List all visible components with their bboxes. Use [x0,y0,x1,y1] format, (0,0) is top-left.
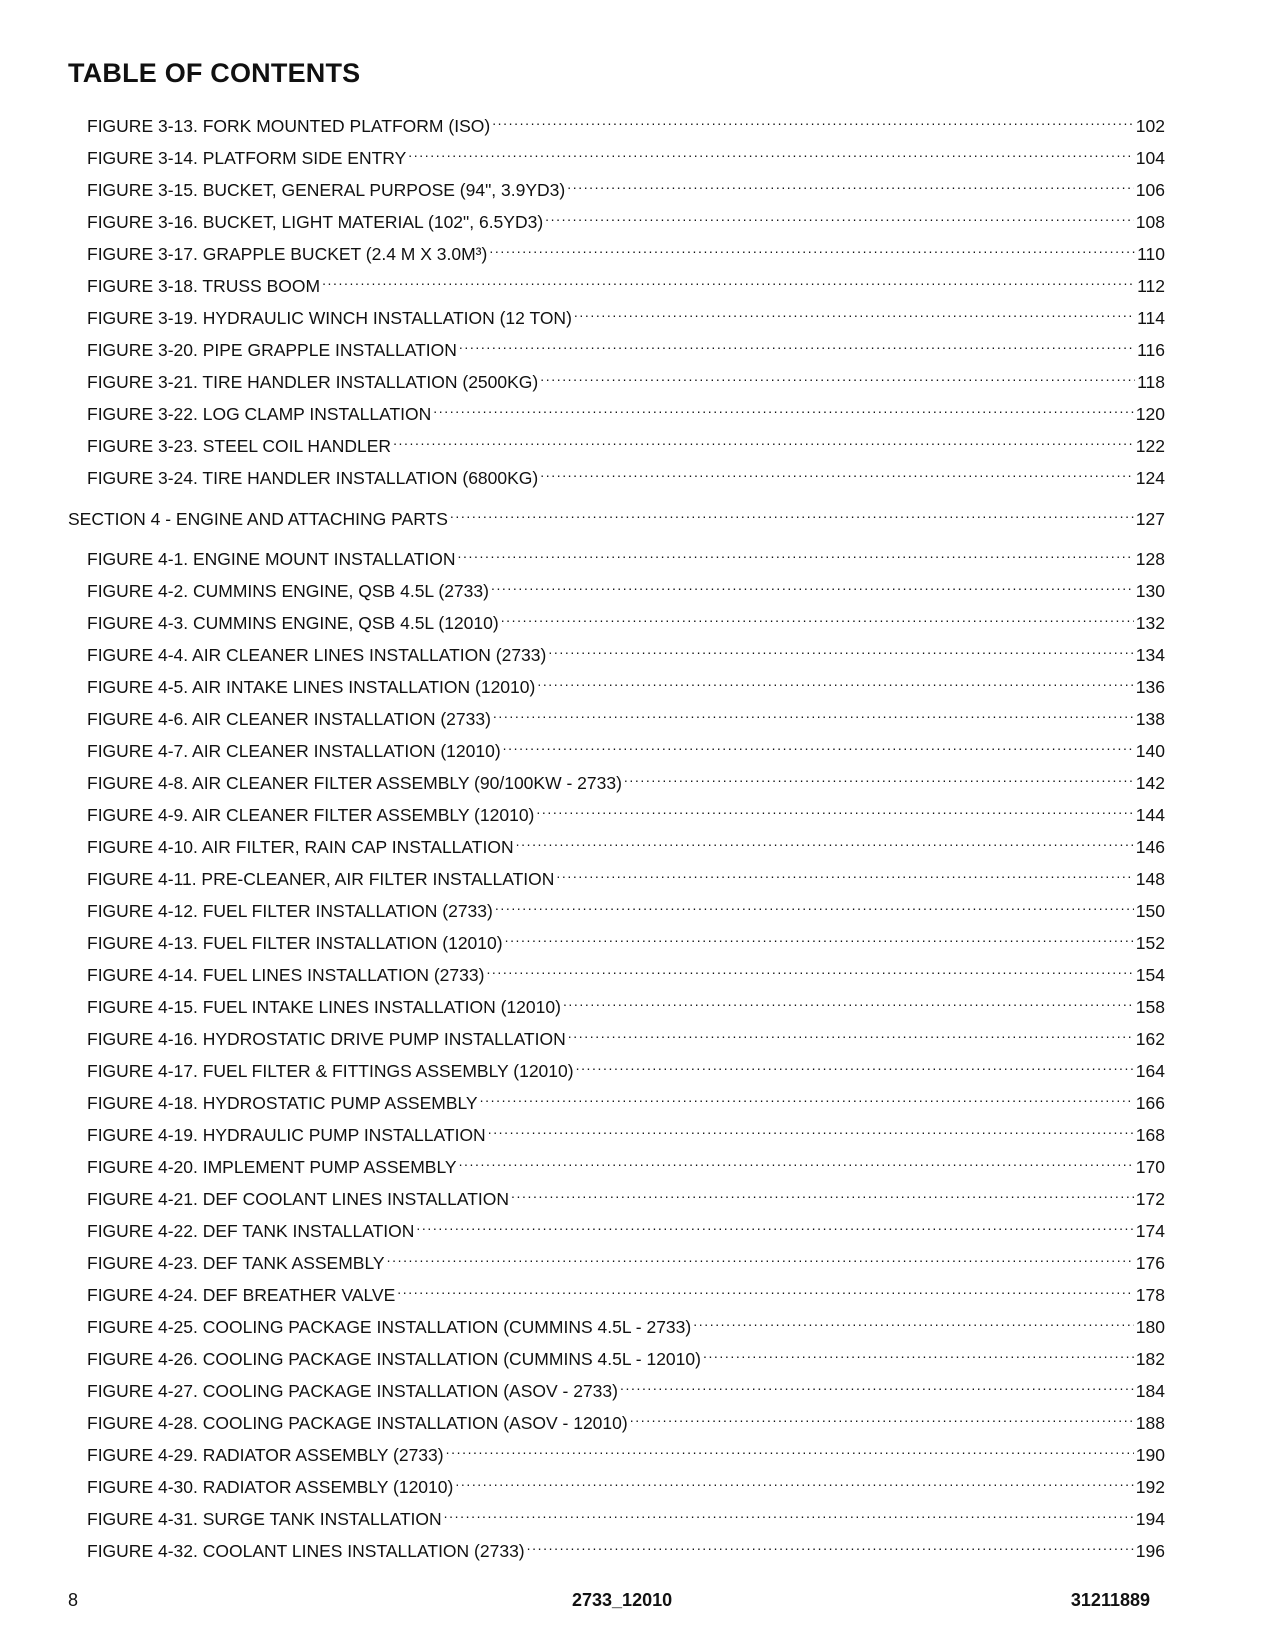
toc-entry-title: FIGURE 4-13. FUEL FILTER INSTALLATION (12010) [87,933,503,953]
toc-figure-entry[interactable] [87,797,1165,825]
toc-dot-leader [486,957,1133,981]
toc-figure-entry[interactable] [87,669,1165,697]
toc-entry-page: 146 [1135,837,1165,857]
toc-entry-title: FIGURE 3-22. LOG CLAMP INSTALLATION [87,404,432,424]
toc-figure-entry[interactable] [87,1213,1165,1241]
toc-entry-title: FIGURE 4-22. DEF TANK INSTALLATION [87,1221,415,1241]
toc-entry-page: 162 [1135,1029,1165,1049]
toc-entry-page: 104 [1135,148,1165,168]
toc-entry-title: FIGURE 4-12. FUEL FILTER INSTALLATION (2733) [87,901,493,921]
toc-dot-leader [397,1277,1134,1301]
toc-entry-title: FIGURE 4-8. AIR CLEANER FILTER ASSEMBLY (90/100KW - 2733) [87,773,622,793]
page-footer [0,1590,1275,1616]
toc-section-entry[interactable] [68,501,1165,529]
toc-dot-leader [459,1149,1134,1173]
toc-figure-entry[interactable] [87,701,1165,729]
toc-dot-leader [536,797,1133,821]
toc-figure-entry[interactable] [87,460,1165,488]
toc-entry-title: FIGURE 4-15. FUEL INTAKE LINES INSTALLATION (12010) [87,997,561,1017]
toc-dot-leader [620,1373,1134,1397]
toc-entry-page: 164 [1135,1061,1165,1081]
toc-entry-title: FIGURE 4-10. AIR FILTER, RAIN CAP INSTALLATION [87,837,514,857]
toc-entry-page: 114 [1137,308,1165,328]
toc-figure-entry[interactable] [87,829,1165,857]
toc-entry-page: 128 [1135,549,1165,569]
toc-entry-page: 118 [1137,372,1165,392]
toc-entry-page: 178 [1135,1285,1165,1305]
toc-entry-page: 142 [1135,773,1165,793]
toc-figure-entry[interactable] [87,861,1165,889]
toc-dot-leader [527,1533,1134,1557]
toc-figure-entry[interactable] [87,989,1165,1017]
toc-figure-entry[interactable] [87,925,1165,953]
toc-dot-leader [459,332,1135,356]
toc-figure-entry[interactable] [87,140,1165,168]
toc-entry-title: FIGURE 3-17. GRAPPLE BUCKET (2.4 M X 3.0M³) [87,244,488,264]
toc-entry-page: 112 [1137,276,1165,296]
toc-figure-entry[interactable] [87,541,1165,569]
toc-entry-title: SECTION 4 - ENGINE AND ATTACHING PARTS [68,509,448,529]
toc-figure-entry[interactable] [87,1085,1165,1113]
toc-entry-page: 174 [1135,1221,1165,1241]
toc-entry-page: 120 [1135,404,1165,424]
toc-dot-leader [624,765,1134,789]
toc-entry-title: FIGURE 3-14. PLATFORM SIDE ENTRY [87,148,407,168]
toc-entry-title: FIGURE 3-21. TIRE HANDLER INSTALLATION (2500KG) [87,372,539,392]
toc-entry-title: FIGURE 3-15. BUCKET, GENERAL PURPOSE (94", 3.9YD3) [87,180,566,200]
toc-figure-entry[interactable] [87,893,1165,921]
toc-entry-page: 116 [1137,340,1165,360]
toc-entry-title: FIGURE 4-20. IMPLEMENT PUMP ASSEMBLY [87,1157,457,1177]
toc-entry-page: 102 [1135,116,1165,136]
toc-entry-title: FIGURE 4-28. COOLING PACKAGE INSTALLATION (ASOV - 12010) [87,1413,628,1433]
toc-figure-entry[interactable] [87,236,1165,264]
toc-entry-page: 106 [1135,180,1165,200]
toc-entry-page: 192 [1135,1477,1165,1497]
toc-entry-title: FIGURE 3-23. STEEL COIL HANDLER [87,436,392,456]
toc-entry-page: 130 [1135,581,1165,601]
toc-dot-leader [545,204,1134,228]
toc-entry-page: 110 [1137,244,1165,264]
toc-entry-title: FIGURE 4-18. HYDROSTATIC PUMP ASSEMBLY [87,1093,478,1113]
toc-dot-leader [458,541,1134,565]
toc-entry-page: 124 [1135,468,1165,488]
toc-entry-page: 134 [1135,645,1165,665]
toc-dot-leader [444,1501,1134,1525]
toc-dot-leader [703,1341,1134,1365]
toc-dot-leader [387,1245,1134,1269]
toc-dot-leader [568,1021,1134,1045]
toc-entry-page: 122 [1135,436,1165,456]
toc-entry-title: FIGURE 4-5. AIR INTAKE LINES INSTALLATION (12010) [87,677,536,697]
toc-entry-title: FIGURE 4-19. HYDRAULIC PUMP INSTALLATION [87,1125,486,1145]
toc-figure-entry[interactable] [87,733,1165,761]
toc-entry-title: FIGURE 4-21. DEF COOLANT LINES INSTALLATION [87,1189,510,1209]
toc-entry-title: FIGURE 4-16. HYDROSTATIC DRIVE PUMP INSTALLATION [87,1029,566,1049]
toc-dot-leader [495,893,1134,917]
toc-entry-title: FIGURE 4-7. AIR CLEANER INSTALLATION (12010) [87,741,501,761]
toc-figure-entry[interactable] [87,573,1165,601]
toc-entry-title: FIGURE 4-30. RADIATOR ASSEMBLY (12010) [87,1477,454,1497]
toc-dot-leader [480,1085,1134,1109]
toc-figure-entry[interactable] [87,428,1165,456]
page-title: TABLE OF CONTENTS [68,58,361,88]
toc-entry-page: 184 [1135,1381,1165,1401]
toc-dot-leader [563,989,1134,1013]
toc-entry-title: FIGURE 4-24. DEF BREATHER VALVE [87,1285,396,1305]
footer-model: 2733_12010 [572,1590,673,1610]
toc-dot-leader [540,460,1134,484]
footer-part-number: 31211889 [1070,1590,1150,1610]
toc-entry-page: 196 [1135,1541,1165,1561]
toc-dot-leader [450,501,1134,525]
toc-entry-title: FIGURE 3-24. TIRE HANDLER INSTALLATION (6800KG) [87,468,539,488]
toc-dot-leader [492,108,1134,132]
toc-entry-page: 158 [1135,997,1165,1017]
toc-figure-entry[interactable] [87,1117,1165,1145]
toc-entry-title: FIGURE 4-9. AIR CLEANER FILTER ASSEMBLY (12010) [87,805,535,825]
toc-figure-entry[interactable] [87,300,1165,328]
toc-entry-page: 150 [1135,901,1165,921]
toc-dot-leader [540,364,1135,388]
toc-entry-title: FIGURE 4-11. PRE-CLEANER, AIR FILTER INSTALLATION [87,869,555,889]
toc-entry-title: FIGURE 4-23. DEF TANK ASSEMBLY [87,1253,385,1273]
toc-dot-leader [488,1117,1134,1141]
toc-dot-leader [322,268,1135,292]
toc-dot-leader [501,605,1134,629]
toc-figure-entry[interactable] [87,1277,1165,1305]
toc-figure-entry[interactable] [87,1149,1165,1177]
toc-figure-entry[interactable] [87,605,1165,633]
toc-entry-title: FIGURE 4-1. ENGINE MOUNT INSTALLATION [87,549,456,569]
toc-entry-page: 194 [1135,1509,1165,1529]
toc-figure-entry[interactable] [87,1021,1165,1049]
toc-entry-title: FIGURE 3-19. HYDRAULIC WINCH INSTALLATION (12 TON) [87,308,572,328]
toc-figure-entry[interactable] [87,1469,1165,1497]
toc-entry-title: FIGURE 3-13. FORK MOUNTED PLATFORM (ISO) [87,116,491,136]
toc-dot-leader [576,1053,1134,1077]
toc-dot-leader [393,428,1134,452]
toc-figure-entry[interactable] [87,268,1165,296]
toc-entry-page: 152 [1135,933,1165,953]
toc-entry-page: 182 [1135,1349,1165,1369]
toc-entry-page: 144 [1135,805,1165,825]
toc-entry-title: FIGURE 4-17. FUEL FILTER & FITTINGS ASSEMBLY (12010) [87,1061,574,1081]
toc-dot-leader [537,669,1133,693]
toc-entry-title: FIGURE 4-2. CUMMINS ENGINE, QSB 4.5L (2733) [87,581,489,601]
toc-dot-leader [548,637,1133,661]
toc-dot-leader [446,1437,1134,1461]
toc-dot-leader [567,172,1134,196]
toc-entry-page: 154 [1135,965,1165,985]
toc-figure-entry[interactable] [87,108,1165,136]
toc-entry-page: 176 [1135,1253,1165,1273]
toc-entry-title: FIGURE 4-29. RADIATOR ASSEMBLY (2733) [87,1445,444,1465]
toc-figure-entry[interactable] [87,1309,1165,1337]
toc-entry-page: 108 [1135,212,1165,232]
toc-dot-leader [503,733,1134,757]
toc-entry-page: 190 [1135,1445,1165,1465]
toc-entry-page: 132 [1135,613,1165,633]
toc-entry-title: FIGURE 4-31. SURGE TANK INSTALLATION [87,1509,442,1529]
toc-dot-leader [556,861,1133,885]
toc-figure-entry[interactable] [87,204,1165,232]
toc-entry-title: FIGURE 3-20. PIPE GRAPPLE INSTALLATION [87,340,457,360]
toc-dot-leader [493,701,1134,725]
toc-dot-leader [505,925,1134,949]
toc-figure-entry[interactable] [87,1245,1165,1273]
toc-figure-entry[interactable] [87,1341,1165,1369]
toc-entry-title: FIGURE 3-18. TRUSS BOOM [87,276,321,296]
toc-entry-page: 180 [1135,1317,1165,1337]
toc-entry-page: 188 [1135,1413,1165,1433]
toc-figure-entry[interactable] [87,1373,1165,1401]
toc-entry-page: 148 [1135,869,1165,889]
toc-entry-title: FIGURE 4-27. COOLING PACKAGE INSTALLATION (ASOV - 2733) [87,1381,618,1401]
toc-entry-title: FIGURE 3-16. BUCKET, LIGHT MATERIAL (102", 6.5YD3) [87,212,544,232]
toc-entry-title: FIGURE 4-3. CUMMINS ENGINE, QSB 4.5L (12010) [87,613,499,633]
footer-page-number: 8 [68,1590,79,1610]
toc-dot-leader [693,1309,1134,1333]
toc-dot-leader [489,236,1135,260]
toc-entry-page: 168 [1135,1125,1165,1145]
toc-dot-leader [408,140,1134,164]
toc-dot-leader [455,1469,1133,1493]
toc-dot-leader [516,829,1134,853]
toc-figure-entry[interactable] [87,1501,1165,1529]
toc-entry-page: 166 [1135,1093,1165,1113]
toc-entry-page: 140 [1135,741,1165,761]
toc-dot-leader [630,1405,1134,1429]
toc-entry-page: 127 [1135,509,1165,529]
toc-entry-title: FIGURE 4-26. COOLING PACKAGE INSTALLATION (CUMMINS 4.5L - 12010) [87,1349,701,1369]
toc-dot-leader [433,396,1134,420]
toc-entry-page: 138 [1135,709,1165,729]
toc-figure-entry[interactable] [87,172,1165,200]
toc-entry-title: FIGURE 4-32. COOLANT LINES INSTALLATION (2733) [87,1541,525,1561]
toc-dot-leader [416,1213,1133,1237]
toc-entry-page: 170 [1135,1157,1165,1177]
toc-figure-entry[interactable] [87,1053,1165,1081]
toc-entry-page: 172 [1135,1189,1165,1209]
toc-entry-title: FIGURE 4-4. AIR CLEANER LINES INSTALLATION (2733) [87,645,547,665]
toc-figure-entry[interactable] [87,396,1165,424]
toc-figure-entry[interactable] [87,637,1165,665]
toc-figure-entry[interactable] [87,1405,1165,1433]
toc-entry-title: FIGURE 4-6. AIR CLEANER INSTALLATION (2733) [87,709,491,729]
toc-entry-page: 136 [1135,677,1165,697]
toc-figure-entry[interactable] [87,765,1165,793]
toc-entry-title: FIGURE 4-14. FUEL LINES INSTALLATION (2733) [87,965,485,985]
toc-figure-entry[interactable] [87,364,1165,392]
toc-figure-entry[interactable] [87,1437,1165,1465]
toc-figure-entry[interactable] [87,1533,1165,1561]
toc-figure-entry[interactable] [87,332,1165,360]
toc-entry-title: FIGURE 4-25. COOLING PACKAGE INSTALLATION (CUMMINS 4.5L - 2733) [87,1317,692,1337]
toc-dot-leader [574,300,1135,324]
toc-figure-entry[interactable] [87,957,1165,985]
toc-dot-leader [511,1181,1134,1205]
toc-figure-entry[interactable] [87,1181,1165,1209]
toc-dot-leader [491,573,1134,597]
